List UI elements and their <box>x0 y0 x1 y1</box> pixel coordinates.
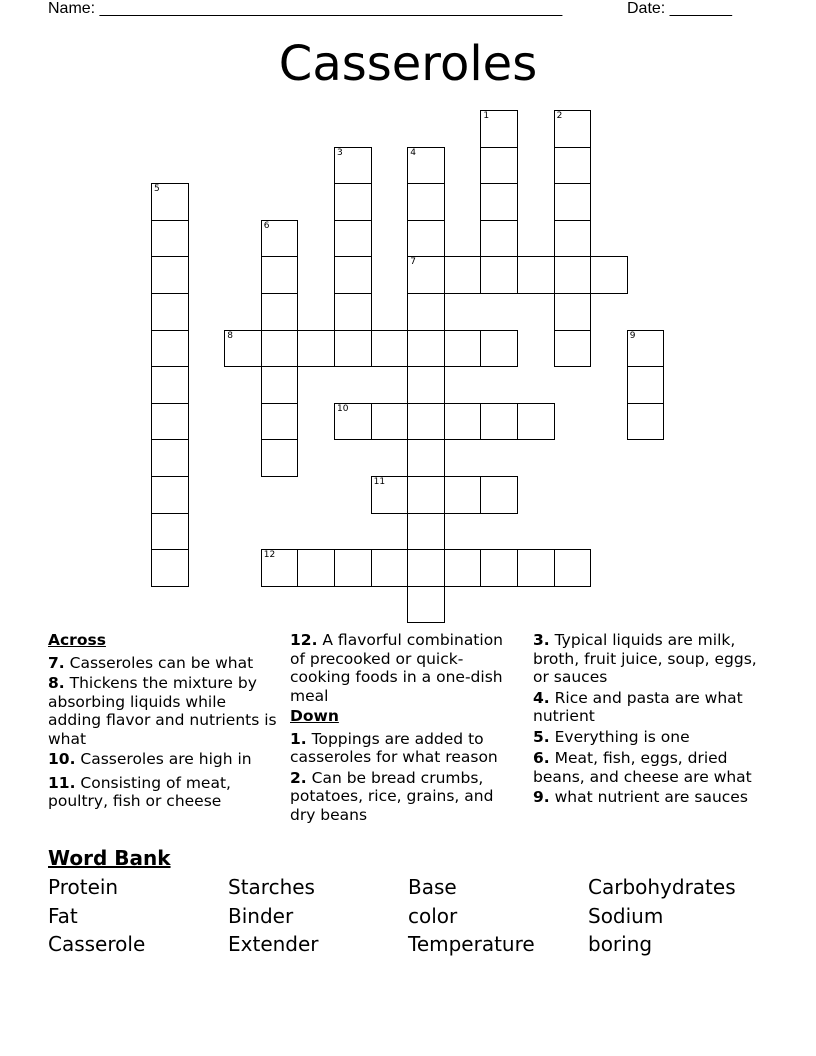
crossword-cell[interactable] <box>407 256 445 294</box>
cell-number: 1 <box>483 111 490 121</box>
crossword-cell[interactable] <box>334 147 372 185</box>
crossword-cell[interactable] <box>334 403 372 441</box>
cell-number: 3 <box>337 147 343 158</box>
crossword-cell[interactable] <box>224 330 262 368</box>
crossword-cell[interactable] <box>261 330 299 368</box>
page-title: Casseroles <box>278 36 538 92</box>
crossword-cell[interactable] <box>151 220 189 258</box>
crossword-cell[interactable] <box>261 439 299 477</box>
date-field-label[interactable]: Date: _______ <box>627 0 732 17</box>
word-bank-item: Carbohydrates <box>588 875 736 899</box>
cell-number: 12 <box>263 550 276 561</box>
crossword-cell[interactable] <box>407 330 445 368</box>
crossword-cell[interactable] <box>334 220 372 258</box>
crossword-cell[interactable] <box>554 256 592 294</box>
word-bank-item: Base <box>408 875 457 899</box>
crossword-cell[interactable] <box>407 220 445 258</box>
word-bank-item: color <box>408 903 458 928</box>
cell-number: 2 <box>556 111 563 121</box>
crossword-cell[interactable] <box>444 476 482 514</box>
crossword-cell[interactable] <box>554 330 592 368</box>
clue-across-10: 10. Casseroles are high in <box>48 750 252 768</box>
crossword-cell[interactable] <box>554 147 592 185</box>
across-heading: Across <box>48 631 106 649</box>
clues-column-3 <box>533 631 773 807</box>
crossword-cell[interactable] <box>261 366 299 404</box>
crossword-cell[interactable] <box>334 549 372 587</box>
clue-down-2: 2. Can be bread crumbs, potatoes, rice, grains, and dry beans <box>290 768 494 824</box>
crossword-cell[interactable] <box>334 330 372 368</box>
clue-down-6: 6. Meat, fish, eggs, dried beans, and cheese are what <box>533 749 752 786</box>
crossword-cell[interactable] <box>297 549 335 587</box>
crossword-cell[interactable] <box>371 403 409 441</box>
crossword-cell[interactable] <box>261 403 299 441</box>
clue-across-7: 7. Casseroles can be what <box>48 653 254 672</box>
crossword-cell[interactable] <box>554 110 592 148</box>
crossword-cell[interactable] <box>407 293 445 331</box>
crossword-cell[interactable] <box>151 476 189 514</box>
crossword-cell[interactable] <box>444 403 482 441</box>
crossword-cell[interactable] <box>261 220 299 258</box>
crossword-cell[interactable] <box>151 439 189 477</box>
crossword-cell[interactable] <box>151 366 189 404</box>
word-bank-heading: Word Bank <box>48 846 171 870</box>
crossword-cell[interactable] <box>554 220 592 258</box>
crossword-cell[interactable] <box>151 293 189 331</box>
crossword-cell[interactable] <box>334 256 372 294</box>
clue-down-5: 5. Everything is one <box>533 727 690 746</box>
word-bank-item: Sodium <box>588 903 664 928</box>
crossword-cell[interactable] <box>480 220 518 258</box>
crossword-cell[interactable] <box>480 403 518 441</box>
cell-number: 7 <box>410 257 416 268</box>
crossword-cell[interactable] <box>334 293 372 331</box>
word-bank-item: Binder <box>228 903 294 928</box>
crossword-cell[interactable] <box>480 147 518 185</box>
cell-number: 10 <box>337 403 349 414</box>
word-bank-item: Extender <box>228 932 319 956</box>
crossword-cell[interactable] <box>444 256 482 294</box>
crossword-cell[interactable] <box>371 549 409 587</box>
crossword-cell[interactable] <box>297 330 335 368</box>
crossword-cell[interactable] <box>554 183 592 221</box>
clues-column-2 <box>290 631 522 824</box>
clue-across-8: 8. Thickens the mixture by absorbing liquids while adding flavor and nutrients is what <box>48 674 277 748</box>
word-bank-item: Casserole <box>48 932 146 956</box>
crossword-cell[interactable] <box>407 403 445 441</box>
cell-number: 5 <box>154 184 160 195</box>
clues-column-1 <box>48 631 283 811</box>
cell-number: 9 <box>629 330 636 341</box>
crossword-cell[interactable] <box>480 110 518 148</box>
word-bank-item: Temperature <box>408 932 535 956</box>
crossword-cell[interactable] <box>517 403 555 441</box>
word-bank-item: Fat <box>48 903 78 928</box>
crossword-cell[interactable] <box>371 330 409 368</box>
crossword-cell[interactable] <box>151 403 189 441</box>
crossword-cell[interactable] <box>554 549 592 587</box>
word-bank-item: Protein <box>48 875 119 899</box>
crossword-cell[interactable] <box>407 183 445 221</box>
crossword-cell[interactable] <box>407 147 445 185</box>
crossword-cell[interactable] <box>480 330 518 368</box>
cell-number: 11 <box>373 477 386 487</box>
word-bank-item: boring <box>588 932 653 956</box>
clue-down-9: 9. what nutrient are sauces <box>533 788 748 806</box>
clue-across-11: 11. Consisting of meat, poultry, fish or cheese <box>48 773 231 810</box>
crossword-cell[interactable] <box>517 549 555 587</box>
crossword-cell[interactable] <box>407 439 445 477</box>
clue-down-3: 3. Typical liquids are milk, broth, fruit juice, soup, eggs, or sauces <box>533 631 757 686</box>
crossword-cell[interactable] <box>407 549 445 587</box>
crossword-cell[interactable] <box>480 476 518 514</box>
crossword-cell[interactable] <box>554 293 592 331</box>
crossword-cell[interactable] <box>407 366 445 404</box>
crossword-cell[interactable] <box>590 256 628 294</box>
cell-number: 4 <box>410 147 416 158</box>
crossword-cell[interactable] <box>151 513 189 551</box>
crossword-cell[interactable] <box>444 549 482 587</box>
word-bank-item: Starches <box>228 875 315 899</box>
crossword-cell[interactable] <box>407 513 445 551</box>
down-heading: Down <box>290 707 339 725</box>
crossword-cell[interactable] <box>151 183 189 221</box>
crossword-cell[interactable] <box>480 549 518 587</box>
crossword-cell[interactable] <box>407 476 445 514</box>
cell-number: 6 <box>263 220 270 231</box>
crossword-cell[interactable] <box>261 293 299 331</box>
crossword-cell[interactable] <box>151 256 189 294</box>
clue-down-1: 1. Toppings are added to casseroles for what reason <box>290 729 498 766</box>
cell-number: 8 <box>227 330 233 341</box>
crossword-cell[interactable] <box>407 586 445 624</box>
crossword-cell[interactable] <box>151 549 189 587</box>
name-field-label[interactable]: Name: ____________________________________________________ <box>48 0 563 17</box>
clue-down-4: 4. Rice and pasta are what nutrient <box>533 688 743 725</box>
crossword-cell[interactable] <box>480 183 518 221</box>
crossword-cell[interactable] <box>627 330 665 368</box>
crossword-cell[interactable] <box>261 549 299 587</box>
crossword-cell[interactable] <box>151 330 189 368</box>
crossword-cell[interactable] <box>517 256 555 294</box>
crossword-cell[interactable] <box>334 183 372 221</box>
crossword-cell[interactable] <box>444 330 482 368</box>
crossword-cell[interactable] <box>627 403 665 441</box>
crossword-cell[interactable] <box>261 256 299 294</box>
crossword-cell[interactable] <box>627 366 665 404</box>
clue-across-12: 12. A flavorful combination of precooked or quick-cooking foods in a one-dish meal <box>290 631 504 705</box>
crossword-cell[interactable] <box>371 476 409 514</box>
crossword-cell[interactable] <box>480 256 518 294</box>
